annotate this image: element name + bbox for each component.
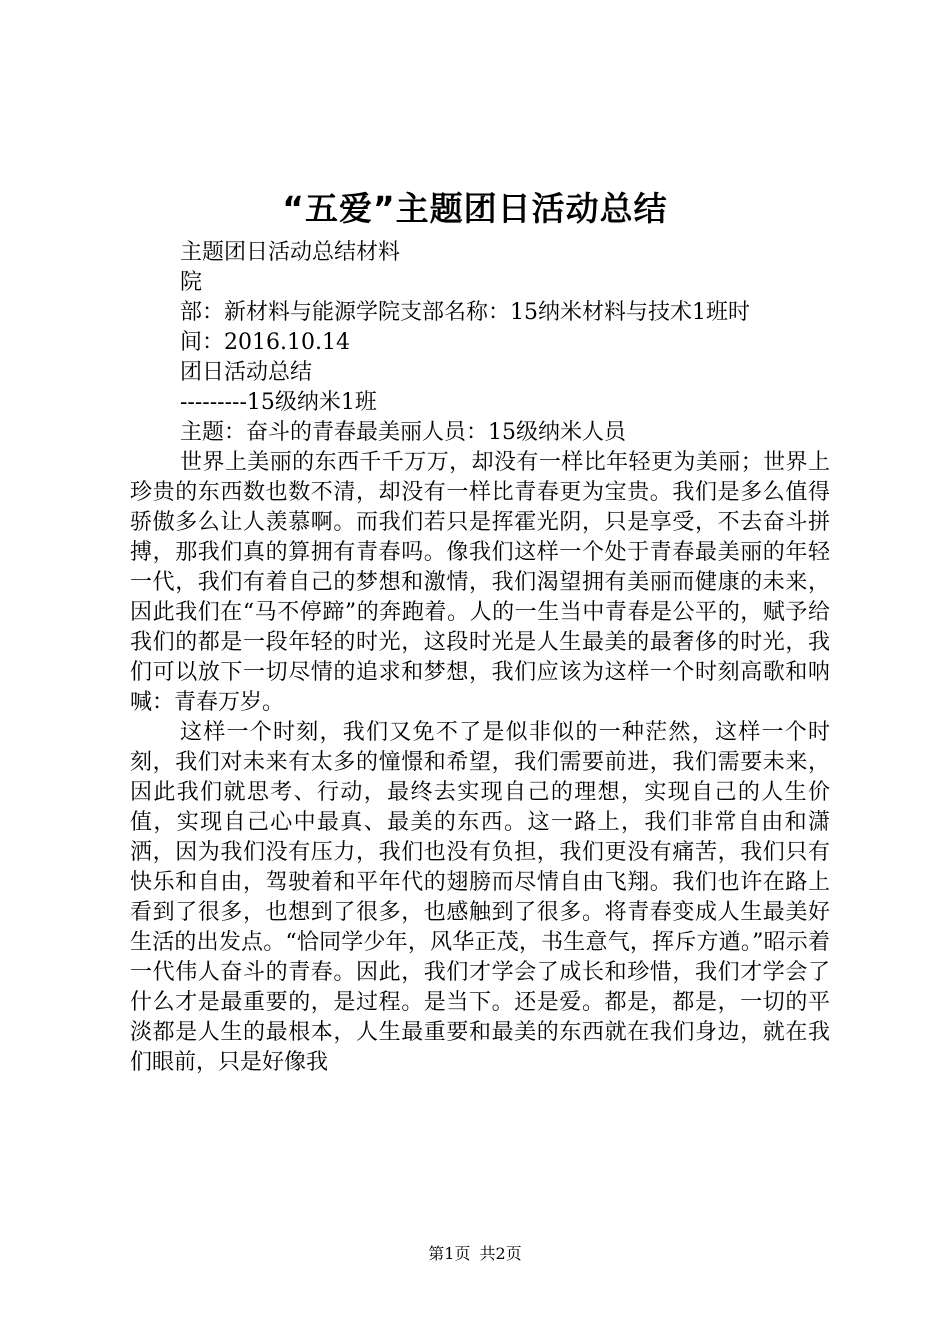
- theme-line: 主题：奋斗的青春最美丽人员：15级纳米人员: [180, 420, 626, 445]
- page-footer: [0, 1242, 950, 1266]
- subtitle-line: 主题团日活动总结材料: [180, 240, 401, 265]
- date-line: 间：2016.10.14: [180, 330, 350, 355]
- department-label: 院: [180, 270, 203, 295]
- document-body: [130, 238, 830, 1078]
- body-paragraph-1: 世界上美丽的东西千千万万，却没有一样比年轻更为美丽；世界上珍贵的东西数也数不清，却没有一样比青春更为宝贵。我们是多么值得骄傲多么让人羡慕啊。而我们若只是挥霍光阴，只是享受，不去奋斗拼搏，那我们真的算拥有青春吗。像我们这样一个处于青春最美丽的年轻一代，我们有着自己的梦想和激情，我们渴望拥有美丽而健康的未来，因此我们在“马不停蹄”的奔跑着。人的一生当中青春是公平的，赋予给我们的都是一段年轻的时光，这段时光是人生最美的最奢侈的时光，我们可以放下一切尽情的追求和梦想，我们应该为这样一个时刻高歌和呐喊：青春万岁。: [130, 450, 830, 715]
- department-line: 部：新材料与能源学院支部名称：15纳米材料与技术1班时: [180, 300, 750, 325]
- page-number: 第1页: [428, 1244, 471, 1263]
- body-paragraph-2: 这样一个时刻，我们又免不了是似非似的一种茫然，这样一个时刻，我们对未来有太多的憧憬和希望，我们需要前进，我们需要未来，因此我们就思考、行动，最终去实现自己的理想，实现自己的人生价值，实现自己心中最真、最美的东西。这一路上，我们非常自由和潇洒，因为我们没有压力，我们也没有负担，我们更没有痛苦，我们只有快乐和自由，驾驶着和平年代的翅膀而尽情自由飞翔。我们也许在路上看到了很多，也想到了很多，也感触到了很多。将青春变成人生最美好生活的出发点。“恰同学少年，风华正茂，书生意气，挥斥方遒。”昭示着一代伟人奋斗的青春。因此，我们才学会了成长和珍惜，我们才学会了什么才是最重要的，是过程。是当下。还是爱。都是，都是，一切的平淡都是人生的最根本，人生最重要和最美的东西就在我们身边，就在我们眼前，只是好像我: [130, 720, 830, 1075]
- summary-heading: 团日活动总结: [180, 360, 313, 385]
- document-title: “五爱”主题团日活动总结: [282, 189, 668, 228]
- page-total: 共2页: [479, 1244, 522, 1263]
- class-line: ---------15级纳米1班: [180, 390, 377, 415]
